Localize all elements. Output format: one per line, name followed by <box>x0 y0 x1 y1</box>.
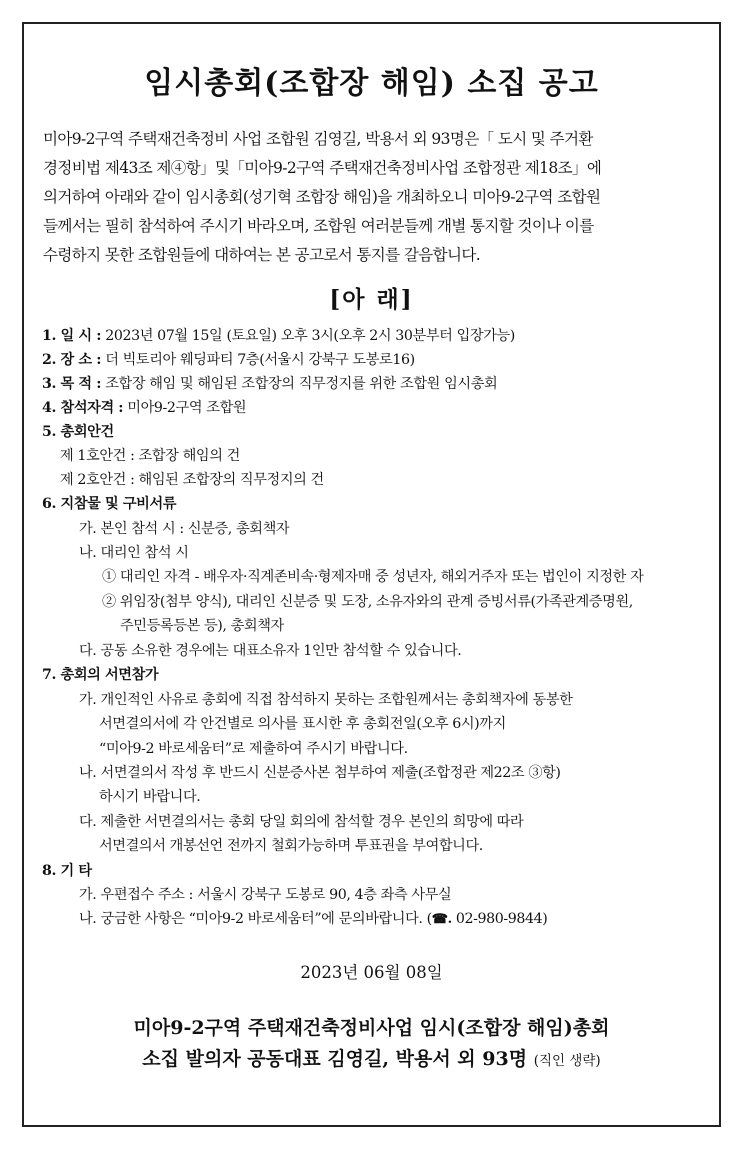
documents-proxy-2-cont: 주민등록등본 등), 총회책자 <box>120 618 284 634</box>
item-value: 미아9-2구역 조합원 <box>127 400 247 416</box>
written-ga-1: 가. 개인적인 사유로 총회에 직접 참석하지 못하는 조합원께서는 총회책자에 동봉한 <box>79 692 573 708</box>
written-na-1: 나. 서면결의서 작성 후 반드시 신분증사본 첨부하여 제출(조합정관 제22조 ③항) <box>79 765 561 781</box>
item-value: 더 빅토리아 웨딩파티 7층(서울시 강북구 도봉로16) <box>105 352 415 368</box>
issuer-names: 소집 발의자 공동대표 김영길, 박용서 외 93명 <box>142 1048 528 1070</box>
item-label: 2. 장 소 : <box>42 352 102 368</box>
agenda-1: 제 1호안건 : 조합장 해임의 건 <box>60 448 240 464</box>
item-purpose <box>42 373 497 393</box>
item-other-label: 8. 기 타 <box>42 863 92 879</box>
notice-date: 2023년 06월 08일 <box>300 963 443 982</box>
item-documents-label: 6. 지참물 및 구비서류 <box>42 496 177 512</box>
item-label: 3. 목 적 : <box>42 376 102 392</box>
written-na-2: 하시기 바랍니다. <box>99 789 201 805</box>
item-eligibility <box>42 397 246 417</box>
documents-self: 가. 본인 참석 시 : 신분증, 총회책자 <box>79 521 290 537</box>
written-ga-2: 서면결의서에 각 안건별로 의사를 표시한 후 총회전일(오후 6시)까지 <box>99 716 506 732</box>
contact-phone: 02-980-9844) <box>455 911 548 927</box>
intro-line: 들께서는 필히 참석하여 주시기 바라오며, 조합원 여러분들께 개별 통지할 것이나 이를 <box>43 217 594 235</box>
documents-proxy-2: ② 위임장(첨부 양식), 대리인 신분증 및 도장, 소유자와의 관계 증빙서류(가족관계증명원, <box>102 594 633 610</box>
written-da-2: 서면결의서 개봉선언 전까지 철회가능하며 투표권을 부여합니다. <box>99 838 483 854</box>
written-da-1: 다. 제출한 서면결의서는 총회 당일 회의에 참석할 경우 본인의 희망에 따라 <box>79 814 524 830</box>
item-value: 조합장 해임 및 해임된 조합장의 직무정지를 위한 조합원 임시총회 <box>105 376 498 392</box>
intro-paragraph <box>43 125 711 270</box>
documents-proxy: 나. 대리인 참석 시 <box>79 545 189 561</box>
contact-text: 나. 궁금한 사항은 “미아9-2 바로세움터”에 문의바랍니다. ( <box>79 911 432 927</box>
intro-line: 의거하여 아래와 같이 임시총회(성기혁 조합장 해임)을 개최하오니 미아9-2구역 조합원 <box>43 188 601 206</box>
other-contact <box>79 908 547 928</box>
intro-line: 수령하지 못한 조합원들에 대하여는 본 공고로서 통지를 갈음합니다. <box>43 246 481 264</box>
seal-omitted-note: (직인 생략) <box>533 1053 601 1069</box>
intro-line: 경정비법 제43조 제④항」및「미아9-2구역 주택재건축정비사업 조합정관 제18조」에 <box>43 159 602 177</box>
item-schedule <box>42 325 515 345</box>
item-label: 4. 참석자격 : <box>42 400 124 416</box>
item-location <box>42 349 415 369</box>
item-value: 2023년 07월 15일 (토요일) 오후 3시(오후 2시 30분부터 입장가능) <box>105 328 515 344</box>
other-address: 가. 우편접수 주소 : 서울시 강북구 도봉로 90, 4층 좌측 사무실 <box>79 887 452 903</box>
phone-icon: ☎. <box>431 912 452 927</box>
item-label: 1. 일 시 : <box>42 328 102 344</box>
documents-joint: 다. 공동 소유한 경우에는 대표소유자 1인만 참석할 수 있습니다. <box>79 643 462 659</box>
item-agenda-label: 5. 총회안건 <box>42 424 114 440</box>
documents-proxy-1: ① 대리인 자격 - 배우자·직계존비속·형제자매 중 성년자, 해외거주자 또는 법인이 지정한 자 <box>102 569 644 585</box>
written-ga-3: “미아9-2 바로세움터”로 제출하여 주시기 바랍니다. <box>99 741 408 757</box>
page-title: 임시총회(조합장 해임) 소집 공고 <box>144 66 599 101</box>
agenda-2: 제 2호안건 : 해임된 조합장의 직무정지의 건 <box>60 472 324 488</box>
section-heading-ahrae: [아 래] <box>329 286 414 313</box>
item-written-label: 7. 총회의 서면참가 <box>42 667 159 683</box>
issuer-line-2 <box>0 1044 743 1071</box>
intro-line: 미아9-2구역 주택재건축정비 사업 조합원 김영길, 박용서 외 93명은「 도시 및 주거환 <box>43 130 593 148</box>
issuer-line-1: 미아9-2구역 주택재건축정비사업 임시(조합장 해임)총회 <box>133 1017 610 1039</box>
